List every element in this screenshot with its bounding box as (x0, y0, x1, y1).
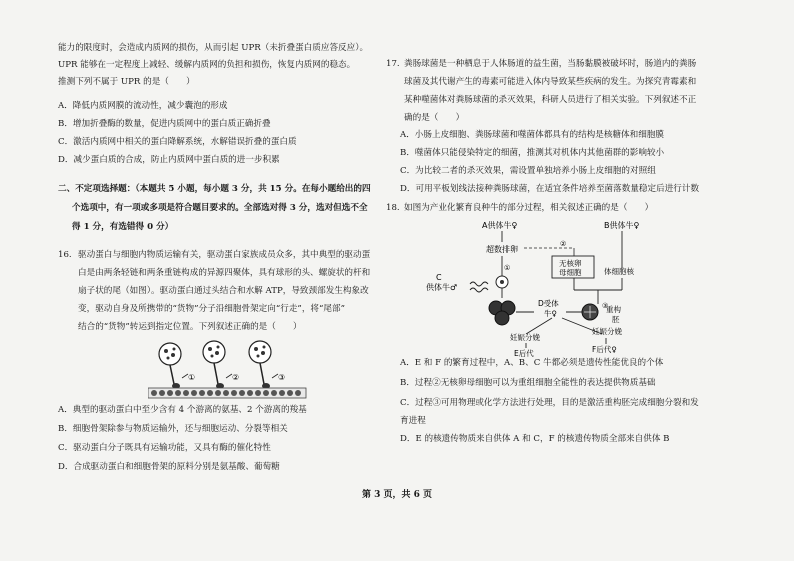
donor-c-label: C (436, 273, 442, 282)
q16-option-b: B．细胞骨架除参与物质运输外，还与细胞运动、分裂等相关 (58, 424, 288, 434)
q16-stem-line: 白是由两条轻链和两条重链构成的异源四聚体，具有球形的头、螺旋状的杆和 (78, 268, 371, 278)
q15-stem-line: 能力的限度时，会造成内质网的损伤，从而引起 UPR（未折叠蛋白质应答反应）。 (58, 43, 369, 53)
offspring-f-label: F后代♀ (592, 345, 617, 354)
q18-option-c: C．过程③可用物理或化学方法进行处理，目的是激活重构胚完成细胞分裂和发 (400, 398, 699, 408)
q16-number: 16. (58, 250, 72, 260)
q16-option-c: C．驱动蛋白分子既具有运输功能，又具有酶的催化特性 (58, 443, 271, 453)
q18-number: 18. (386, 203, 400, 213)
q15-stem-line: UPR 能够在一定程度上减轻、缓解内质网的负担和损伤，恢复内质网的稳态。 (58, 60, 356, 70)
q16-stem-line: 扇子状的尾（如图）。驱动蛋白通过头结合和水解 ATP，导致颈部发生构象改 (78, 286, 369, 296)
microtubule-track (148, 388, 306, 398)
q16-stem-line: 变，驱动自身及所携带的“货物”分子沿细胞骨架定向“行走”，将“尾部” (78, 304, 345, 314)
figure-label-3: ③ (278, 373, 286, 382)
q15-option-a: A．降低内质网膜的流动性，减少囊泡的形成 (58, 101, 228, 111)
q18-option-a: A．E 和 F 的繁育过程中，A、B、C 牛都必须是遗传性能优良的个体 (400, 358, 664, 368)
breeding-diagram (426, 218, 686, 358)
kinesin-figure (148, 340, 308, 402)
pregnancy-label-f: 妊娠分娩 (592, 327, 622, 336)
q18-option-c-cont: 育进程 (400, 416, 426, 426)
page-footer: 第 3 页，共 6 页 (361, 490, 433, 500)
cargo-1 (159, 343, 181, 389)
q17-stem-line: 某种噬菌体对粪肠球菌的杀灭效果，科研人员进行了相关实验。下列叙述不正 (404, 95, 697, 105)
q15-option-b: B．增加折叠酶的数量，促进内质网中的蛋白质正确折叠 (58, 119, 271, 129)
q15-option-c: C．激活内质网中相关的蛋白降解系统，水解错误折叠的蛋白质 (58, 137, 297, 147)
step-3-label: ③ (602, 302, 609, 310)
donor-b-label: B供体牛♀ (604, 221, 640, 230)
reconstructed-embryo-label: 重构 (606, 305, 621, 314)
figure-label-2: ② (232, 373, 240, 382)
q16-stem-line: 驱动蛋白与细胞内物质运输有关，驱动蛋白家族成员众多，其中典型的驱动蛋 (78, 250, 371, 260)
superovulation-label: 超数排卵 (486, 245, 518, 254)
q17-option-a: A．小肠上皮细胞、粪肠球菌和噬菌体都具有的结构是核糖体和细胞膜 (400, 130, 665, 140)
q18-option-b: B．过程②无核卵母细胞可以为重组细胞全能性的表达提供物质基础 (400, 378, 656, 388)
q15-stem-line: 推测下列不属于 UPR 的是（ ） (58, 77, 195, 87)
q17-option-d: D．可用平板划线法接种粪肠球菌，在适宜条件培养至菌落数量稳定后进行计数 (400, 184, 700, 194)
offspring-e-label: E后代 (514, 349, 534, 358)
donor-a-label: A供体牛♀ (482, 221, 518, 230)
embryo-right (582, 304, 598, 320)
q18-option-d: D．E 的核遗传物质来自供体 A 和 C，F 的核遗传物质全部来自供体 B (400, 434, 670, 444)
q16-option-a: A．典型的驱动蛋白中至少含有 4 个游离的氨基、2 个游离的羧基 (58, 405, 307, 415)
q18-stem: 如图为产业化繁育良种牛的部分过程，相关叙述正确的是（ ） (404, 203, 654, 213)
q17-option-b: B．噬菌体只能侵染特定的细菌，推测其对机体内其他菌群的影响较小 (400, 148, 665, 158)
figure-label-1: ① (188, 373, 196, 382)
enucleated-oocyte-label: 无核卵 (559, 259, 582, 268)
q15-option-d: D．减少蛋白质的合成，防止内质网中蛋白质的进一步积累 (58, 155, 280, 165)
q16-stem-line: 结合的“货物”转运到指定位置。下列叙述正确的是（ ） (78, 322, 302, 332)
embryo-left (489, 301, 515, 325)
step-1-label: ① (504, 264, 511, 272)
q17-number: 17. (386, 59, 400, 69)
q16-option-d: D．合成驱动蛋白和细胞骨架的原料分别是氨基酸、葡萄糖 (58, 462, 280, 472)
cargo-2 (203, 341, 225, 389)
step-2-label: ② (560, 240, 567, 248)
q17-stem-line: 球菌及其代谢产生的毒素可能进入体内导致某些疾病的发生。为探究青霉素和 (404, 77, 697, 87)
somatic-nucleus-label: 体细胞核 (604, 267, 634, 276)
donor-c-label: 供体牛♂ (426, 283, 458, 292)
section-heading: 二、不定项选择题：（本题共 5 小题，每小题 3 分，共 15 分。在每小题给出的四 (58, 184, 371, 194)
section-heading: 个选项中，有一项或多项是符合题目要求的。全部选对得 3 分，选对但选不全 (72, 203, 368, 213)
enucleated-oocyte-label: 母细胞 (559, 268, 582, 277)
q17-stem-line: 粪肠球菌是一种栖息于人体肠道的益生菌，当肠黏膜被破坏时，肠道内的粪肠 (404, 59, 697, 69)
pregnancy-label-e: 妊娠分娩 (510, 333, 540, 342)
recipient-d-label: 牛♀ (544, 309, 557, 318)
q17-stem-line: 确的是（ ） (404, 113, 465, 123)
recipient-d-label: D受体 (538, 299, 559, 308)
cargo-3 (249, 341, 271, 389)
section-heading: 得 1 分，有选错得 0 分） (72, 222, 174, 232)
q17-option-c: C．为比较二者的杀灭效果，需设置单独培养小肠上皮细胞的对照组 (400, 166, 656, 176)
reconstructed-embryo-label: 胚 (612, 315, 620, 324)
